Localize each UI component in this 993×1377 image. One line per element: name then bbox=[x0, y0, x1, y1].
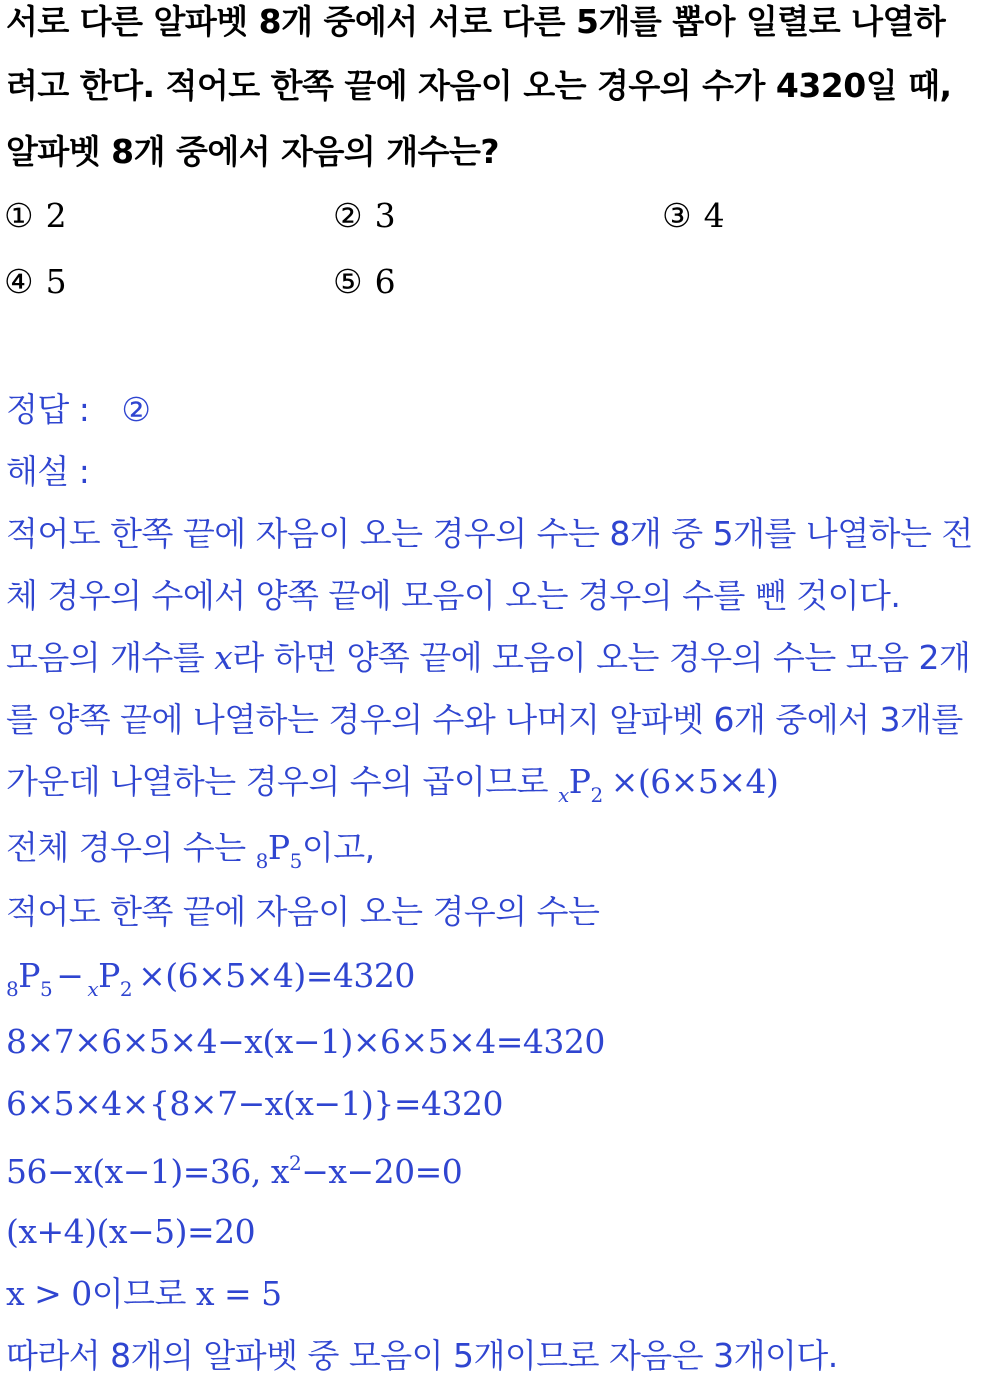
choice-2-mark: ② bbox=[333, 196, 363, 235]
equation-6 bbox=[6, 1274, 282, 1314]
solution-label: 해설 : bbox=[6, 452, 90, 491]
equation-3: 6×5×4×{8×7−x(x−1)}=4320 bbox=[6, 1084, 503, 1123]
perm-symbol-8: P bbox=[267, 828, 290, 867]
perm-symbol: P bbox=[568, 762, 591, 801]
solution-line-6a: 전체 경우의 수는 bbox=[6, 828, 256, 867]
solution-line-3 bbox=[6, 638, 970, 678]
perm-subscript-5: 5 bbox=[289, 849, 302, 873]
choice-1-value: 2 bbox=[45, 196, 67, 235]
choice-5-mark: ⑤ bbox=[333, 262, 363, 301]
solution-conclusion: 따라서 8개의 알파벳 중 모음이 5개이므로 자음은 3개이다. bbox=[6, 1336, 838, 1375]
solution-line-5a: 가운데 나열하는 경우의 수의 곱이므로 bbox=[6, 762, 558, 801]
answer-label: 정답 : bbox=[6, 390, 90, 429]
eq1-sub-1: 5 bbox=[39, 977, 53, 1001]
eq1-prefix-1: 8 bbox=[6, 977, 19, 1001]
choice-4-value: 5 bbox=[45, 262, 67, 301]
solution-line-6b: 이고, bbox=[301, 828, 375, 867]
choice-1-mark: ① bbox=[4, 196, 34, 235]
choice-3-value: 4 bbox=[703, 196, 725, 235]
equation-4 bbox=[6, 1152, 462, 1196]
solution-line-5 bbox=[6, 762, 778, 806]
eq4-exponent: 2 bbox=[289, 1151, 302, 1175]
solution-line-3b: 라 하면 양쪽 끝에 모음이 오는 경우의 수는 모음 2개 bbox=[232, 638, 971, 677]
choice-1 bbox=[4, 196, 67, 236]
question-line-3: 알파벳 8개 중에서 자음의 개수는? bbox=[6, 132, 499, 171]
solution-line-4: 를 양쪽 끝에 나열하는 경우의 수와 나머지 알파벳 6개 중에서 3개를 bbox=[6, 700, 963, 739]
eq1-minus: − bbox=[56, 956, 84, 995]
equation-5: (x+4)(x−5)=20 bbox=[6, 1212, 256, 1251]
eq1-prefix-2: x bbox=[87, 977, 99, 1001]
eq1-perm-1: P bbox=[18, 956, 40, 995]
perm-prefix-8: 8 bbox=[255, 849, 268, 873]
choice-4-mark: ④ bbox=[4, 262, 34, 301]
variable-x: x bbox=[214, 638, 233, 677]
equation-2: 8×7×6×5×4−x(x−1)×6×5×4=4320 bbox=[6, 1022, 605, 1061]
choice-2 bbox=[333, 196, 396, 236]
answer-value: ② bbox=[121, 390, 151, 429]
eq4-part-b: −x−20=0 bbox=[301, 1152, 463, 1191]
solution-line-7: 적어도 한쪽 끝에 자음이 오는 경우의 수는 bbox=[6, 892, 600, 931]
eq1-tail: ×(6×5×4)=4320 bbox=[138, 956, 415, 995]
question-line-2: 려고 한다. 적어도 한쪽 끝에 자음이 오는 경우의 수가 4320일 때, bbox=[6, 66, 952, 105]
eq1-sub-2: 2 bbox=[119, 977, 133, 1001]
solution-line-1: 적어도 한쪽 끝에 자음이 오는 경우의 수는 8개 중 5개를 나열하는 전 bbox=[6, 514, 973, 553]
eq6-result: x = 5 bbox=[195, 1274, 282, 1313]
eq6-text: 이므로 bbox=[91, 1274, 196, 1313]
choice-5 bbox=[333, 262, 396, 302]
solution-line-6 bbox=[6, 828, 375, 872]
eq4-part-a: 56−x(x−1)=36, x bbox=[6, 1152, 289, 1191]
choice-2-value: 3 bbox=[374, 196, 396, 235]
perm-subscript: 2 bbox=[590, 783, 603, 807]
eq1-perm-2: P bbox=[98, 956, 120, 995]
question-line-1: 서로 다른 알파벳 8개 중에서 서로 다른 5개를 뽑아 일렬로 나열하 bbox=[6, 2, 946, 41]
eq6-condition: x > 0 bbox=[6, 1274, 92, 1313]
equation-1 bbox=[6, 956, 415, 1000]
choice-3 bbox=[662, 196, 725, 236]
solution-line-5-tail: ×(6×5×4) bbox=[610, 762, 779, 801]
choice-3-mark: ③ bbox=[662, 196, 692, 235]
answer-line bbox=[6, 390, 150, 430]
solution-line-3a: 모음의 개수를 bbox=[6, 638, 215, 677]
choice-4 bbox=[4, 262, 67, 302]
choice-5-value: 6 bbox=[374, 262, 396, 301]
perm-prefix: x bbox=[558, 783, 569, 807]
solution-line-2: 체 경우의 수에서 양쪽 끝에 모음이 오는 경우의 수를 뺀 것이다. bbox=[6, 576, 901, 615]
